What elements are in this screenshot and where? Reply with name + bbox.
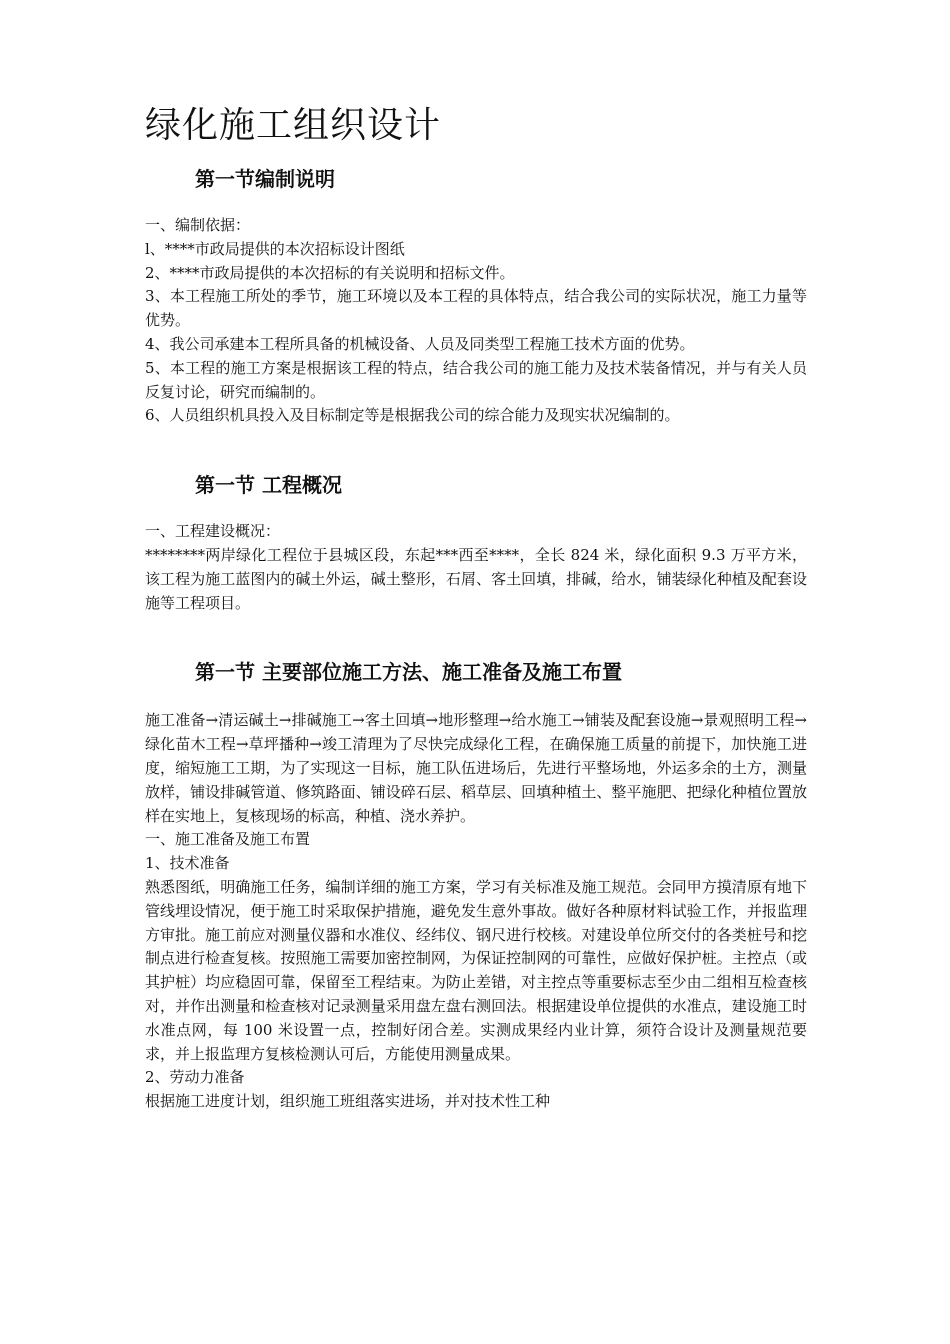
technical-prep-paragraph: 熟悉图纸，明确施工任务，编制详细的施工方案，学习有关标准及施工规范。会同甲方摸清原有地下管线埋设情况，便于施工时采取保护措施，避免发生意外事故。做好各种原材料试验工作，并报监理方审批。施工前应对测量仪器和水准仪、经纬仪、钢尺进行校核。对建设单位所交付的各类桩号和挖制点进行检查复核。按照施工需要加密控制网，为保证控制网的可靠性，应做好保护桩。主控点（或其护桩）均应稳固可靠，保留至工程结束。为防止差错，对主控点等重要标志至少由二组相互检查核对，并作出测量和检查核对记录测量采用盘左盘右测回法。根据建设单位提供的水准点，建设施工时水准点网，每 100 米设置一点，控制好闭合差。实测成果经内业计算，须符合设计及测量规范要求，并上报监理方复核检测认可后，方能使用测量成果。 (145, 877, 807, 1063)
overview-subheading: 一、工程建设概况： (145, 522, 281, 541)
basis-item-4: 4、我公司承建本工程所具备的机械设备、人员及同类型工程施工技术方面的优势。 (145, 334, 695, 353)
document-body (145, 96, 807, 1114)
basis-item-3: 3、本工程施工所处的季节，施工环境以及本工程的具体特点，结合我公司的实际状况，施工力量等优势。 (145, 287, 807, 330)
labor-prep-heading: 2、劳动力准备 (145, 1068, 245, 1087)
basis-item-1: l、****市政局提供的本次招标设计图纸 (145, 239, 405, 258)
basis-item-6: 6、人员组织机具投入及目标制定等是根据我公司的综合能力及现实状况编制的。 (145, 406, 680, 425)
section-heading-project-overview: 第一节 工程概况 (195, 473, 342, 498)
technical-prep-heading: 1、技术准备 (145, 854, 230, 873)
basis-heading: 一、编制依据： (145, 216, 251, 234)
labor-prep-paragraph: 根据施工进度计划，组织施工班组落实进场，并对技术性工种 (145, 1092, 551, 1111)
overview-paragraph: ********两岸绿化工程位于县城区段，东起***西至****，全长 824 米，绿化面积 9.3 万平方米，该工程为施工蓝图内的碱土外运，碱土整形，石屑、客土回填，排碱，给水，铺装绿化种植及配套设施等工程项目。 (145, 545, 807, 612)
section-heading-preparation-notes: 第一节编制说明 (195, 167, 335, 191)
basis-item-5: 5、本工程的施工方案是根据该工程的特点，结合我公司的施工能力及技术装备情况，并与有关人员反复讨论，研究而编制的。 (145, 358, 807, 401)
section-heading-construction-methods: 第一节 主要部位施工方法、施工准备及施工布置 (195, 660, 622, 685)
preparation-subheading: 一、施工准备及施工布置 (145, 830, 311, 849)
process-flow-paragraph: 施工准备→清运碱土→排碱施工→客土回填→地形整理→给水施工→铺装及配套设施→景观照明工程→绿化苗木工程→草坪播种→竣工清理为了尽快完成绿化工程，在确保施工质量的前提下，加快施工进度，缩短施工工期，为了实现这一目标，施工队伍进场后，先进行平整场地，外运多余的土方，测量放样，铺设排碱管道、修筑路面、铺设碎石层、稻草层、回填种植土、整平施肥、把绿化种植位置放样在实地上，复核现场的标高，种植、浇水养护。 (145, 711, 807, 825)
document-title: 绿化施工组织设计 (145, 105, 442, 146)
basis-item-2: 2、****市政局提供的本次招标的有关说明和招标文件。 (145, 263, 515, 282)
